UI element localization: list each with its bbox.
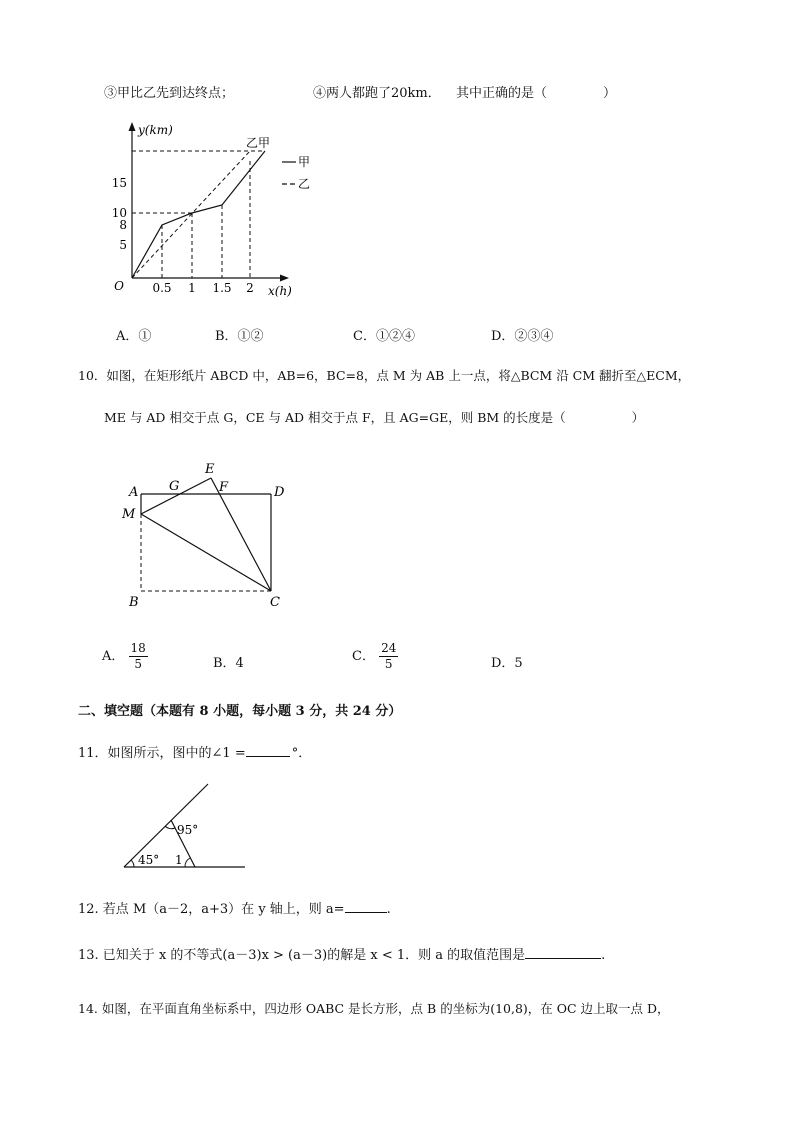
- q9-y-tick-5: 5: [119, 238, 127, 252]
- q11-arc-45: [131, 860, 134, 867]
- q13-end: .: [601, 948, 606, 963]
- q10-line-1: 10．如图，在矩形纸片 ABCD 中，AB=6，BC=8，点 M 为 AB 上一点，将△BCM 沿 CM 翻折至△ECM，: [78, 368, 691, 383]
- q10-label-c: C: [270, 595, 280, 610]
- q11-prompt: [78, 742, 311, 761]
- q10-line-2-close: ）: [631, 410, 645, 425]
- q9-statement-3: ③甲比乙先到达终点；: [104, 86, 235, 101]
- q9-ask-text: 其中正确的是（: [456, 86, 548, 101]
- q10-option-d[interactable]: D．5: [491, 656, 523, 671]
- q10-line-2: [104, 408, 644, 426]
- q12-end: .: [386, 902, 391, 917]
- q9-distance-time-graph: [110, 118, 310, 303]
- q9-line-yi: [132, 151, 250, 278]
- q9-option-c[interactable]: C．①②④: [353, 329, 415, 344]
- q9-origin: O: [114, 279, 124, 293]
- q9-option-a[interactable]: A．①: [116, 329, 152, 344]
- q9-y-arrow: [129, 122, 136, 131]
- q11-unit: °．: [291, 746, 312, 761]
- q10-label-a: A: [129, 485, 139, 500]
- q10-option-a-prefix: A．: [102, 649, 125, 664]
- q9-y-axis-label: y(km): [138, 123, 173, 137]
- q9-ask: [456, 82, 616, 101]
- q11-label-1: 1: [175, 853, 183, 867]
- q10-option-c[interactable]: [352, 641, 398, 672]
- q12-prompt: [78, 898, 391, 917]
- q10-option-c-fraction: [379, 641, 398, 672]
- q9-option-d[interactable]: D．②③④: [491, 329, 554, 344]
- q10-rectangle-fold-figure: [118, 458, 298, 613]
- q11-arc-95: [165, 826, 175, 829]
- q9-x-tick-2: 2: [246, 281, 254, 295]
- q13-prompt: [78, 944, 605, 963]
- q12-answer-blank[interactable]: [345, 899, 387, 913]
- q13-text: 13. 已知关于 x 的不等式(a－3)x > (a－3)的解是 x < 1．则 a 的取值范围是: [78, 948, 526, 963]
- q9-y-tick-8: 8: [119, 218, 127, 232]
- q11-label-45: 45°: [138, 853, 160, 867]
- q10-label-e: E: [205, 462, 215, 477]
- q9-x-arrow: [280, 275, 289, 282]
- q9-statement-4: ④两人都跑了20km．: [313, 86, 441, 101]
- q11-angle-figure: [118, 778, 250, 872]
- q10-label-f: F: [219, 480, 229, 495]
- q10-option-b[interactable]: B．4: [213, 656, 244, 671]
- q9-x-axis-label: x(h): [268, 284, 292, 298]
- q11-answer-blank[interactable]: [246, 743, 290, 757]
- q10-segment-mc: [141, 514, 271, 591]
- section-2-title: 二、填空题（本题有 8 小题，每小题 3 分，共 24 分）: [78, 704, 402, 719]
- q10-label-d: D: [274, 485, 285, 500]
- q9-top-label: 乙甲: [246, 136, 271, 150]
- q10-option-a[interactable]: [102, 641, 148, 672]
- q9-x-tick-1: 1: [188, 281, 196, 295]
- q13-answer-blank[interactable]: [525, 945, 601, 959]
- q9-legend-jia-label: 甲: [298, 155, 310, 169]
- q9-legend-yi-label: 乙: [298, 177, 310, 191]
- q10-option-a-numerator: 18: [130, 641, 146, 655]
- q14-prompt: 14. 如图，在平面直角坐标系中，四边形 OABC 是长方形，点 B 的坐标为(10,8)，在 OC 边上取一点 D，: [78, 1001, 670, 1016]
- q11-label-95: 95°: [177, 823, 199, 837]
- q9-y-tick-10: 10: [111, 206, 127, 220]
- q10-option-a-denominator: 5: [134, 657, 142, 671]
- q11-arc-1: [185, 858, 190, 867]
- q9-ask-close: ）: [603, 86, 617, 101]
- q9-option-b[interactable]: B．①②: [215, 329, 264, 344]
- q10-option-c-prefix: C．: [352, 649, 375, 664]
- q10-option-c-denominator: 5: [384, 657, 393, 671]
- q10-label-g: G: [169, 479, 180, 494]
- q10-label-m: M: [122, 507, 136, 522]
- q10-label-b: B: [129, 595, 139, 610]
- q10-option-a-fraction: [129, 641, 148, 672]
- q9-x-tick-05: 0.5: [152, 281, 172, 295]
- q9-line-jia: [132, 151, 265, 278]
- q9-x-tick-15: 1.5: [212, 281, 232, 295]
- q12-text: 12. 若点 M（a－2，a+3）在 y 轴上，则 a=: [78, 902, 345, 917]
- q9-y-tick-15: 15: [111, 176, 127, 190]
- q10-option-c-numerator: 24: [381, 641, 397, 655]
- q10-line-2-text: ME 与 AD 相交于点 G，CE 与 AD 相交于点 F，且 AG=GE，则 BM 的长度是（: [104, 410, 566, 425]
- q11-text: 11．如图所示，图中的∠1 =: [78, 746, 246, 761]
